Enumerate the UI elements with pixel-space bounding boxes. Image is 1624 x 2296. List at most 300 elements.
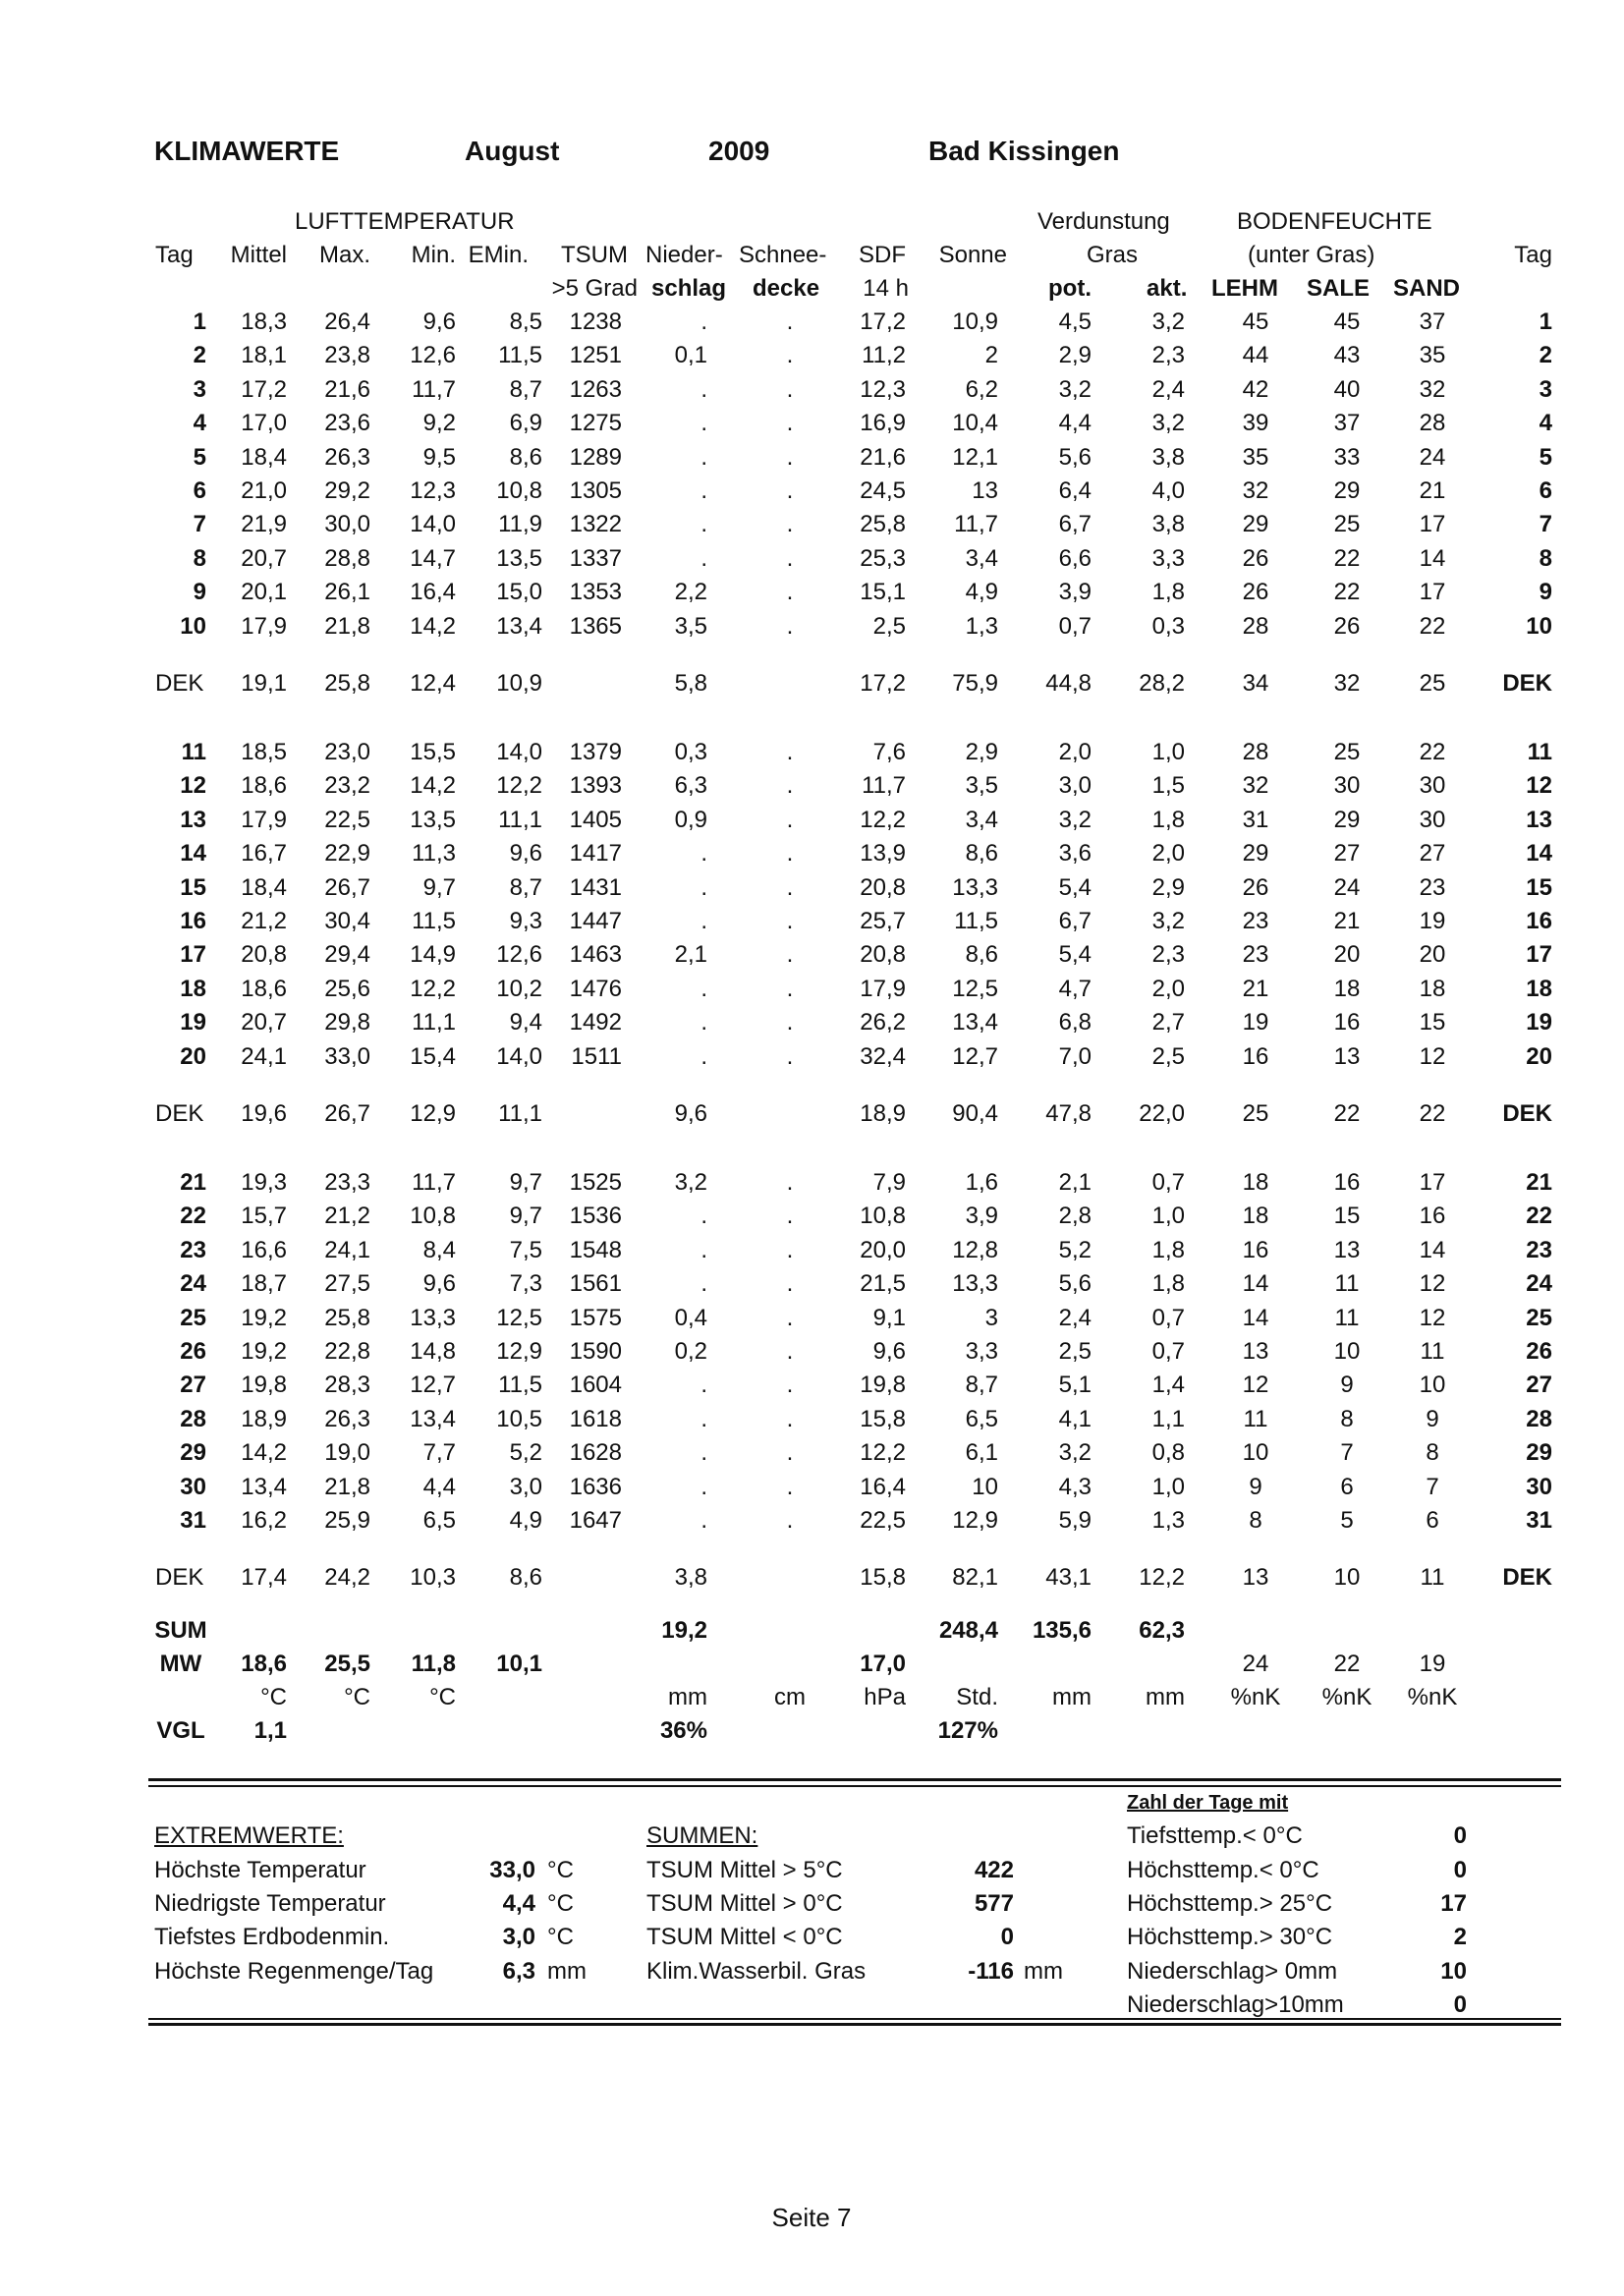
dek-sand-cell: 25 <box>1419 670 1446 697</box>
dek-emin-cell: 10,9 <box>496 670 542 697</box>
row-tag-right-cell: 13 <box>1526 806 1552 833</box>
row-tsum-cell: 1405 <box>569 806 622 833</box>
units-sale-cell: %nK <box>1321 1684 1372 1710</box>
dek-mittel-cell: 19,6 <box>241 1100 287 1127</box>
row-sdf-cell: 2,5 <box>872 612 906 640</box>
row-mittel-cell: 18,3 <box>241 308 287 335</box>
row-min-cell: 11,3 <box>412 840 456 868</box>
row-tag-cell: 15 <box>180 873 206 901</box>
row-sale-cell: 45 <box>1333 308 1361 335</box>
row-sdf-cell: 32,4 <box>860 1042 906 1070</box>
row-emin-cell: 4,9 <box>509 1507 542 1534</box>
row-tsum-cell: 1417 <box>569 840 622 868</box>
row-tsum-cell: 1379 <box>569 739 622 765</box>
row-tag-cell: 16 <box>180 908 206 934</box>
row-sonne-cell: 12,5 <box>952 975 998 1002</box>
row-lehm-cell: 28 <box>1242 739 1269 765</box>
row-sonne-cell: 6,2 <box>965 375 998 403</box>
row-schneedecke-cell: . <box>786 941 794 969</box>
row-niederschlag-cell: . <box>700 908 707 934</box>
row-sand-cell: 22 <box>1419 739 1446 765</box>
row-sand-cell: 35 <box>1419 342 1446 369</box>
row-emin-cell: 10,8 <box>496 477 542 504</box>
row-min-cell: 9,2 <box>422 410 456 437</box>
row-verd-akt-cell: 1,0 <box>1151 1203 1185 1230</box>
dek-mittel-cell: 17,4 <box>241 1564 287 1592</box>
header-sdf-sub: 14 h <box>863 275 909 302</box>
row-schneedecke-cell: . <box>786 873 794 901</box>
row-verd-pot-cell: 6,6 <box>1058 544 1092 572</box>
dek-sale-cell: 22 <box>1333 1100 1361 1127</box>
row-verd-akt-cell: 1,8 <box>1151 579 1185 606</box>
row-mittel-cell: 20,7 <box>241 544 287 572</box>
row-max-cell: 30,0 <box>324 511 370 538</box>
vgl-label-cell: VGL <box>156 1717 205 1744</box>
row-max-cell: 23,3 <box>324 1169 370 1196</box>
row-mittel-cell: 18,6 <box>241 975 287 1002</box>
dek-sdf-cell: 15,8 <box>860 1564 906 1592</box>
row-mittel-cell: 18,7 <box>241 1270 287 1298</box>
row-min-cell: 14,7 <box>410 544 456 572</box>
row-emin-cell: 12,5 <box>496 1304 542 1331</box>
summen-label: TSUM Mittel < 0°C <box>646 1924 843 1950</box>
row-sale-cell: 16 <box>1333 1169 1361 1196</box>
summen-value: -116 <box>968 1958 1014 1985</box>
dek-verd-akt-cell: 12,2 <box>1139 1564 1185 1592</box>
header-lehm: LEHM <box>1211 275 1278 302</box>
row-sonne-cell: 13,3 <box>952 873 998 901</box>
row-lehm-cell: 23 <box>1242 908 1269 934</box>
row-lehm-cell: 16 <box>1242 1042 1269 1070</box>
row-mittel-cell: 18,5 <box>241 739 287 765</box>
row-lehm-cell: 14 <box>1242 1270 1269 1298</box>
row-niederschlag-cell: 0,2 <box>674 1338 707 1365</box>
row-tsum-cell: 1365 <box>569 612 622 640</box>
row-tag-right-cell: 9 <box>1539 579 1552 606</box>
row-lehm-cell: 14 <box>1242 1304 1269 1331</box>
dek-max-cell: 25,8 <box>324 670 370 697</box>
row-sdf-cell: 7,6 <box>872 739 906 765</box>
row-tag-right-cell: 29 <box>1526 1439 1552 1467</box>
row-tag-right-cell: 6 <box>1539 477 1552 504</box>
row-mittel-cell: 17,0 <box>241 410 287 437</box>
row-sand-cell: 7 <box>1426 1473 1439 1500</box>
row-emin-cell: 11,5 <box>498 1372 542 1399</box>
row-tag-right-cell: 18 <box>1526 975 1552 1002</box>
row-sdf-cell: 21,5 <box>860 1270 906 1298</box>
header-schneedecke-sub: decke <box>753 275 820 302</box>
row-sdf-cell: 9,1 <box>872 1304 906 1331</box>
row-emin-cell: 8,7 <box>509 375 542 403</box>
dek-lehm-cell: 25 <box>1242 1100 1269 1127</box>
row-sdf-cell: 25,3 <box>860 544 906 572</box>
row-sale-cell: 24 <box>1333 873 1361 901</box>
dek-sand-cell: 22 <box>1419 1100 1446 1127</box>
row-min-cell: 14,2 <box>410 772 456 800</box>
row-max-cell: 28,3 <box>324 1372 370 1399</box>
dek-mittel-cell: 19,1 <box>241 670 287 697</box>
row-verd-akt-cell: 2,5 <box>1151 1042 1185 1070</box>
row-verd-pot-cell: 6,7 <box>1058 908 1092 934</box>
report-year: 2009 <box>708 136 770 166</box>
row-schneedecke-cell: . <box>786 375 794 403</box>
row-verd-pot-cell: 4,7 <box>1058 975 1092 1002</box>
row-verd-pot-cell: 3,2 <box>1058 1439 1092 1467</box>
row-tsum-cell: 1604 <box>569 1372 622 1399</box>
row-lehm-cell: 12 <box>1242 1372 1269 1399</box>
row-verd-pot-cell: 5,9 <box>1058 1507 1092 1534</box>
row-tag-cell: 31 <box>180 1507 206 1534</box>
row-verd-pot-cell: 6,8 <box>1058 1009 1092 1036</box>
row-tag-cell: 17 <box>180 941 206 969</box>
mw-sand-cell: 19 <box>1419 1651 1446 1677</box>
dek-niederschlag-cell: 9,6 <box>674 1100 707 1127</box>
row-tag-right-cell: 26 <box>1526 1338 1552 1365</box>
row-lehm-cell: 35 <box>1242 443 1269 471</box>
row-tag-right-cell: 16 <box>1526 908 1552 934</box>
row-niederschlag-cell: . <box>700 873 707 901</box>
row-verd-pot-cell: 0,7 <box>1058 612 1092 640</box>
header-lufttemperatur: LUFTTEMPERATUR <box>295 208 515 235</box>
row-sdf-cell: 7,9 <box>872 1169 906 1196</box>
row-emin-cell: 9,7 <box>509 1203 542 1230</box>
row-lehm-cell: 31 <box>1242 806 1269 833</box>
row-niederschlag-cell: 0,3 <box>674 739 707 765</box>
row-sale-cell: 13 <box>1333 1042 1361 1070</box>
row-tsum-cell: 1536 <box>569 1203 622 1230</box>
row-verd-akt-cell: 1,5 <box>1151 772 1185 800</box>
row-mittel-cell: 21,9 <box>241 511 287 538</box>
units-max-cell: °C <box>344 1684 370 1710</box>
row-max-cell: 28,8 <box>324 544 370 572</box>
row-tag-right-cell: 4 <box>1539 410 1552 437</box>
row-sand-cell: 12 <box>1419 1042 1446 1070</box>
row-sand-cell: 24 <box>1419 443 1446 471</box>
row-tsum-cell: 1431 <box>569 873 622 901</box>
units-sand-cell: %nK <box>1407 1684 1458 1710</box>
row-sand-cell: 18 <box>1419 975 1446 1002</box>
row-tsum-cell: 1238 <box>569 308 622 335</box>
row-sale-cell: 5 <box>1340 1507 1354 1534</box>
row-min-cell: 9,5 <box>422 443 456 471</box>
row-sale-cell: 29 <box>1333 477 1361 504</box>
row-niederschlag-cell: . <box>700 308 707 335</box>
row-niederschlag-cell: . <box>700 1042 707 1070</box>
dek-lehm-cell: 34 <box>1242 670 1269 697</box>
row-lehm-cell: 21 <box>1242 975 1269 1002</box>
summen-label: Klim.Wasserbil. Gras <box>646 1958 867 1985</box>
sum-label-cell: SUM <box>154 1617 207 1644</box>
row-mittel-cell: 19,2 <box>241 1304 287 1331</box>
row-mittel-cell: 20,7 <box>241 1009 287 1036</box>
row-tag-cell: 12 <box>180 772 206 800</box>
units-mittel-cell: °C <box>260 1684 287 1710</box>
row-mittel-cell: 16,7 <box>241 840 287 868</box>
dek-sonne-cell: 75,9 <box>952 670 998 697</box>
row-tag-cell: 2 <box>193 342 206 369</box>
row-tag-cell: 14 <box>180 840 206 868</box>
row-schneedecke-cell: . <box>786 579 794 606</box>
row-mittel-cell: 17,9 <box>241 612 287 640</box>
dek-tag-cell: DEK <box>155 1564 204 1592</box>
row-min-cell: 11,7 <box>412 375 456 403</box>
row-schneedecke-cell: . <box>786 1372 794 1399</box>
row-lehm-cell: 26 <box>1242 544 1269 572</box>
row-tag-cell: 18 <box>180 975 206 1002</box>
row-sonne-cell: 8,6 <box>965 840 998 868</box>
row-tsum-cell: 1590 <box>569 1338 622 1365</box>
row-sand-cell: 6 <box>1426 1507 1439 1534</box>
row-emin-cell: 9,4 <box>509 1009 542 1036</box>
row-sand-cell: 28 <box>1419 410 1446 437</box>
header-verdunstung: Verdunstung <box>1037 208 1170 235</box>
row-tag-right-cell: 8 <box>1539 544 1552 572</box>
row-tsum-cell: 1548 <box>569 1236 622 1263</box>
row-emin-cell: 6,9 <box>509 410 542 437</box>
row-tag-right-cell: 1 <box>1539 308 1552 335</box>
dek-sonne-cell: 82,1 <box>952 1564 998 1592</box>
row-verd-akt-cell: 1,8 <box>1151 806 1185 833</box>
row-schneedecke-cell: . <box>786 1405 794 1432</box>
row-sand-cell: 21 <box>1419 477 1446 504</box>
row-min-cell: 12,3 <box>410 477 456 504</box>
row-sdf-cell: 20,8 <box>860 873 906 901</box>
row-emin-cell: 12,2 <box>496 772 542 800</box>
units-schneedecke-cell: cm <box>774 1684 806 1710</box>
row-tsum-cell: 1353 <box>569 579 622 606</box>
row-sonne-cell: 1,3 <box>965 612 998 640</box>
row-tag-cell: 19 <box>180 1009 206 1036</box>
row-emin-cell: 7,5 <box>509 1236 542 1263</box>
header-sale: SALE <box>1307 275 1371 302</box>
row-tag-cell: 5 <box>193 443 206 471</box>
rule-bottom-thick <box>148 2023 1561 2026</box>
dek-niederschlag-cell: 3,8 <box>674 1564 707 1592</box>
row-min-cell: 8,4 <box>422 1236 456 1263</box>
dek-max-cell: 26,7 <box>324 1100 370 1127</box>
row-min-cell: 15,4 <box>410 1042 456 1070</box>
header-tag-left: Tag <box>155 242 194 268</box>
header-sdf: SDF <box>859 242 906 268</box>
row-lehm-cell: 16 <box>1242 1236 1269 1263</box>
dek-tag-right-cell: DEK <box>1502 670 1552 697</box>
row-lehm-cell: 32 <box>1242 772 1269 800</box>
units-min-cell: °C <box>429 1684 456 1710</box>
vgl-niederschlag-cell: 36% <box>659 1717 707 1744</box>
row-sdf-cell: 17,9 <box>860 975 906 1002</box>
dek-verd-akt-cell: 22,0 <box>1139 1100 1185 1127</box>
row-tsum-cell: 1275 <box>569 410 622 437</box>
row-schneedecke-cell: . <box>786 975 794 1002</box>
row-max-cell: 29,4 <box>324 941 370 969</box>
tage-label: Höchsttemp.> 25°C <box>1127 1890 1333 1917</box>
row-emin-cell: 14,0 <box>496 739 542 765</box>
row-max-cell: 22,5 <box>324 806 370 833</box>
row-sdf-cell: 15,1 <box>860 579 906 606</box>
sum-verd-pot-cell: 135,6 <box>1032 1617 1092 1644</box>
row-tag-right-cell: 21 <box>1526 1169 1552 1196</box>
row-sand-cell: 17 <box>1419 579 1446 606</box>
dek-min-cell: 12,4 <box>410 670 456 697</box>
tage-label: Höchsttemp.> 30°C <box>1127 1924 1333 1950</box>
row-sonne-cell: 8,6 <box>965 941 998 969</box>
row-mittel-cell: 16,2 <box>241 1507 287 1534</box>
row-schneedecke-cell: . <box>786 612 794 640</box>
row-verd-pot-cell: 3,2 <box>1058 375 1092 403</box>
header-schneedecke: Schnee- <box>739 242 827 268</box>
row-schneedecke-cell: . <box>786 739 794 765</box>
row-niederschlag-cell: . <box>700 375 707 403</box>
header-bodenfeuchte: BODENFEUCHTE <box>1237 208 1432 235</box>
row-max-cell: 23,0 <box>324 739 370 765</box>
sum-niederschlag-cell: 19,2 <box>661 1617 707 1644</box>
row-min-cell: 14,2 <box>410 612 456 640</box>
row-lehm-cell: 18 <box>1242 1203 1269 1230</box>
row-sonne-cell: 12,8 <box>952 1236 998 1263</box>
row-max-cell: 21,8 <box>324 1473 370 1500</box>
row-sand-cell: 20 <box>1419 941 1446 969</box>
row-max-cell: 29,8 <box>324 1009 370 1036</box>
row-sand-cell: 32 <box>1419 375 1446 403</box>
row-max-cell: 26,3 <box>324 443 370 471</box>
row-verd-pot-cell: 5,1 <box>1058 1372 1092 1399</box>
row-verd-akt-cell: 1,8 <box>1151 1236 1185 1263</box>
row-schneedecke-cell: . <box>786 544 794 572</box>
row-schneedecke-cell: . <box>786 840 794 868</box>
tage-value: 17 <box>1440 1890 1467 1917</box>
row-schneedecke-cell: . <box>786 342 794 369</box>
row-min-cell: 4,4 <box>422 1473 456 1500</box>
row-schneedecke-cell: . <box>786 1009 794 1036</box>
row-sdf-cell: 12,2 <box>860 806 906 833</box>
summen-label: TSUM Mittel > 5°C <box>646 1857 843 1883</box>
header-unter-gras: (unter Gras) <box>1248 242 1375 268</box>
row-lehm-cell: 44 <box>1242 342 1269 369</box>
row-max-cell: 26,3 <box>324 1405 370 1432</box>
row-max-cell: 30,4 <box>324 908 370 934</box>
rule-top-thick <box>148 1778 1561 1781</box>
row-verd-akt-cell: 3,8 <box>1151 443 1185 471</box>
row-sonne-cell: 13,3 <box>952 1270 998 1298</box>
row-verd-pot-cell: 5,6 <box>1058 443 1092 471</box>
row-tag-right-cell: 28 <box>1526 1405 1552 1432</box>
units-verd-pot-cell: mm <box>1052 1684 1092 1710</box>
row-sand-cell: 12 <box>1419 1304 1446 1331</box>
row-sand-cell: 12 <box>1419 1270 1446 1298</box>
row-emin-cell: 8,6 <box>509 443 542 471</box>
mw-min-cell: 11,8 <box>411 1651 456 1677</box>
row-sdf-cell: 16,4 <box>860 1473 906 1500</box>
dek-verd-pot-cell: 44,8 <box>1045 670 1092 697</box>
row-min-cell: 11,7 <box>412 1169 456 1196</box>
row-tsum-cell: 1511 <box>571 1042 622 1070</box>
header-sand: SAND <box>1393 275 1461 302</box>
dek-sale-cell: 32 <box>1333 670 1361 697</box>
row-tag-right-cell: 23 <box>1526 1236 1552 1263</box>
row-max-cell: 23,6 <box>324 410 370 437</box>
row-verd-akt-cell: 0,7 <box>1151 1169 1185 1196</box>
row-verd-pot-cell: 2,5 <box>1058 1338 1092 1365</box>
header-gras: Gras <box>1087 242 1139 268</box>
row-tag-cell: 29 <box>180 1439 206 1467</box>
row-emin-cell: 10,5 <box>496 1405 542 1432</box>
row-min-cell: 14,9 <box>410 941 456 969</box>
row-niederschlag-cell: . <box>700 975 707 1002</box>
row-sand-cell: 30 <box>1419 772 1446 800</box>
row-mittel-cell: 18,9 <box>241 1405 287 1432</box>
row-tsum-cell: 1525 <box>569 1169 622 1196</box>
row-lehm-cell: 10 <box>1242 1439 1269 1467</box>
extremwerte-value: 3,0 <box>502 1924 535 1950</box>
units-sdf-cell: hPa <box>864 1684 906 1710</box>
row-niederschlag-cell: . <box>700 1507 707 1534</box>
row-lehm-cell: 29 <box>1242 511 1269 538</box>
row-verd-pot-cell: 4,4 <box>1058 410 1092 437</box>
row-tsum-cell: 1289 <box>569 443 622 471</box>
vgl-mittel-cell: 1,1 <box>253 1717 287 1744</box>
row-sonne-cell: 10,9 <box>952 308 998 335</box>
row-sonne-cell: 12,9 <box>952 1507 998 1534</box>
summen-value: 577 <box>974 1890 1014 1917</box>
row-sdf-cell: 17,2 <box>860 308 906 335</box>
row-sale-cell: 16 <box>1333 1009 1361 1036</box>
row-max-cell: 21,6 <box>324 375 370 403</box>
row-niederschlag-cell: . <box>700 840 707 868</box>
row-sdf-cell: 15,8 <box>860 1405 906 1432</box>
row-tag-right-cell: 27 <box>1526 1372 1552 1399</box>
row-verd-akt-cell: 3,8 <box>1151 511 1185 538</box>
dek-lehm-cell: 13 <box>1242 1564 1269 1592</box>
row-max-cell: 23,2 <box>324 772 370 800</box>
row-max-cell: 21,8 <box>324 612 370 640</box>
row-schneedecke-cell: . <box>786 1169 794 1196</box>
row-max-cell: 26,4 <box>324 308 370 335</box>
dek-max-cell: 24,2 <box>324 1564 370 1592</box>
row-max-cell: 29,2 <box>324 477 370 504</box>
row-niederschlag-cell: . <box>700 443 707 471</box>
tage-label: Höchsttemp.< 0°C <box>1127 1857 1319 1883</box>
row-tsum-cell: 1561 <box>569 1270 622 1298</box>
row-min-cell: 9,6 <box>422 308 456 335</box>
row-sand-cell: 8 <box>1426 1439 1439 1467</box>
row-sale-cell: 10 <box>1333 1338 1361 1365</box>
row-lehm-cell: 8 <box>1249 1507 1262 1534</box>
extremwerte-value: 6,3 <box>502 1958 535 1985</box>
row-verd-pot-cell: 6,7 <box>1058 511 1092 538</box>
extremwerte-unit: mm <box>547 1958 587 1985</box>
dek-min-cell: 10,3 <box>410 1564 456 1592</box>
row-niederschlag-cell: . <box>700 1405 707 1432</box>
row-verd-akt-cell: 3,2 <box>1151 908 1185 934</box>
row-sale-cell: 26 <box>1333 612 1361 640</box>
row-lehm-cell: 29 <box>1242 840 1269 868</box>
row-min-cell: 11,1 <box>412 1009 456 1036</box>
summen-value: 0 <box>1000 1924 1014 1950</box>
row-tag-cell: 6 <box>193 477 206 504</box>
extremwerte-label: Niedrigste Temperatur <box>154 1890 386 1917</box>
row-niederschlag-cell: 0,9 <box>674 806 707 833</box>
row-schneedecke-cell: . <box>786 908 794 934</box>
header-pot: pot. <box>1048 275 1092 302</box>
row-tag-right-cell: 2 <box>1539 342 1552 369</box>
row-sonne-cell: 12,7 <box>952 1042 998 1070</box>
row-tag-right-cell: 15 <box>1526 873 1552 901</box>
row-emin-cell: 9,3 <box>509 908 542 934</box>
row-tag-cell: 8 <box>193 544 206 572</box>
row-sale-cell: 6 <box>1340 1473 1354 1500</box>
row-tag-cell: 1 <box>193 308 206 335</box>
row-max-cell: 27,5 <box>324 1270 370 1298</box>
